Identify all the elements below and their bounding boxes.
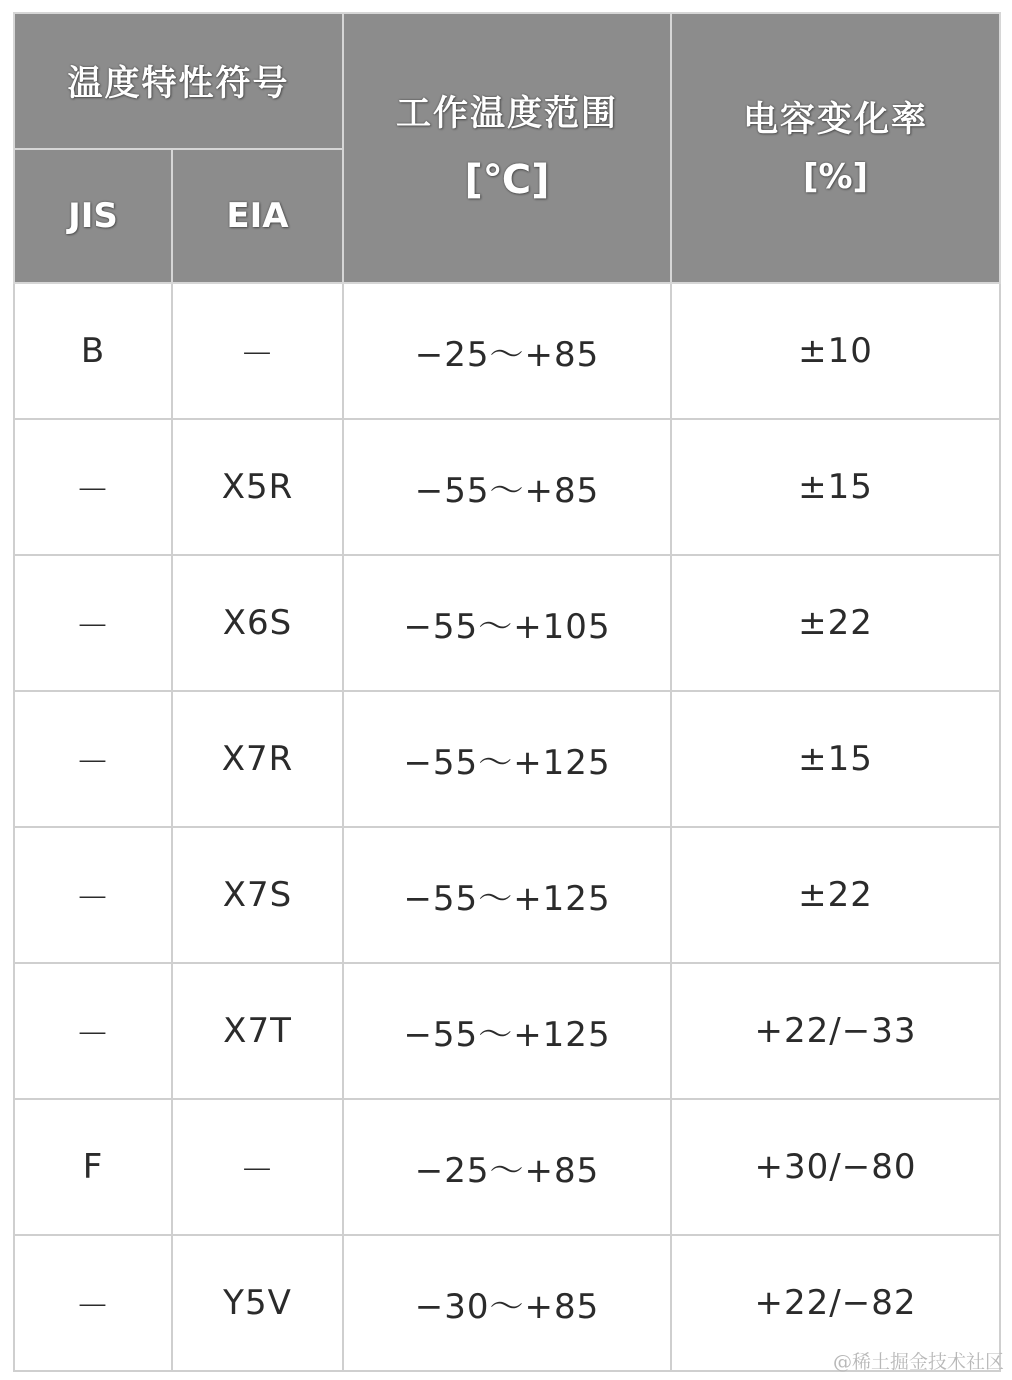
cell-cap-change: +22/−33: [671, 963, 1000, 1099]
cell-eia: －: [172, 1099, 343, 1235]
cell-temp-range: −55～+85: [343, 419, 671, 555]
temperature-characteristics-table: [13, 12, 999, 1368]
header-row-top: [14, 13, 1000, 149]
cell-cap-change: ±22: [671, 555, 1000, 691]
cell-cap-change: +30/−80: [671, 1099, 1000, 1235]
cell-jis: B: [14, 283, 172, 419]
header-temp-char-symbol: 温度特性符号: [14, 13, 343, 149]
cell-temp-range: −25～+85: [343, 1099, 671, 1235]
table-row: [14, 691, 1000, 827]
cell-cap-change: ±15: [671, 691, 1000, 827]
cell-temp-range: −25～+85: [343, 283, 671, 419]
header-jis: JIS: [14, 149, 172, 283]
cell-temp-range: −55～+125: [343, 963, 671, 1099]
cell-temp-range: −55～+125: [343, 691, 671, 827]
cell-jis: －: [14, 827, 172, 963]
header-temp-range-label: 工作温度范围: [396, 93, 619, 134]
header-operating-temp-range: [343, 13, 671, 283]
cell-eia: X7S: [172, 827, 343, 963]
cell-cap-change: ±15: [671, 419, 1000, 555]
header-temp-range-unit: [℃]: [464, 156, 550, 203]
cell-temp-range: −55～+105: [343, 555, 671, 691]
cell-jis: F: [14, 1099, 172, 1235]
header-cap-change-label: 电容变化率: [743, 99, 929, 140]
watermark: @稀土掘金技术社区: [832, 1351, 1004, 1373]
cell-eia: X7T: [172, 963, 343, 1099]
header-capacitance-change: [671, 13, 1000, 283]
cell-eia: Y5V: [172, 1235, 343, 1371]
table-row: [14, 283, 1000, 419]
cell-temp-range: −55～+125: [343, 827, 671, 963]
cell-eia: －: [172, 283, 343, 419]
table-row: [14, 555, 1000, 691]
cell-cap-change: ±10: [671, 283, 1000, 419]
cell-cap-change: +22/−82: [671, 1235, 1000, 1371]
cell-jis: －: [14, 555, 172, 691]
cell-jis: －: [14, 419, 172, 555]
table-row: [14, 419, 1000, 555]
cell-temp-range: −30～+85: [343, 1235, 671, 1371]
spec-table: [13, 12, 1001, 1372]
cell-eia: X7R: [172, 691, 343, 827]
cell-jis: －: [14, 963, 172, 1099]
cell-jis: －: [14, 1235, 172, 1371]
cell-eia: X6S: [172, 555, 343, 691]
header-cap-change-unit: [%]: [802, 156, 869, 197]
cell-eia: X5R: [172, 419, 343, 555]
cell-jis: －: [14, 691, 172, 827]
table-row: [14, 827, 1000, 963]
table-row: [14, 963, 1000, 1099]
header-eia: EIA: [172, 149, 343, 283]
cell-cap-change: ±22: [671, 827, 1000, 963]
table-row: [14, 1099, 1000, 1235]
